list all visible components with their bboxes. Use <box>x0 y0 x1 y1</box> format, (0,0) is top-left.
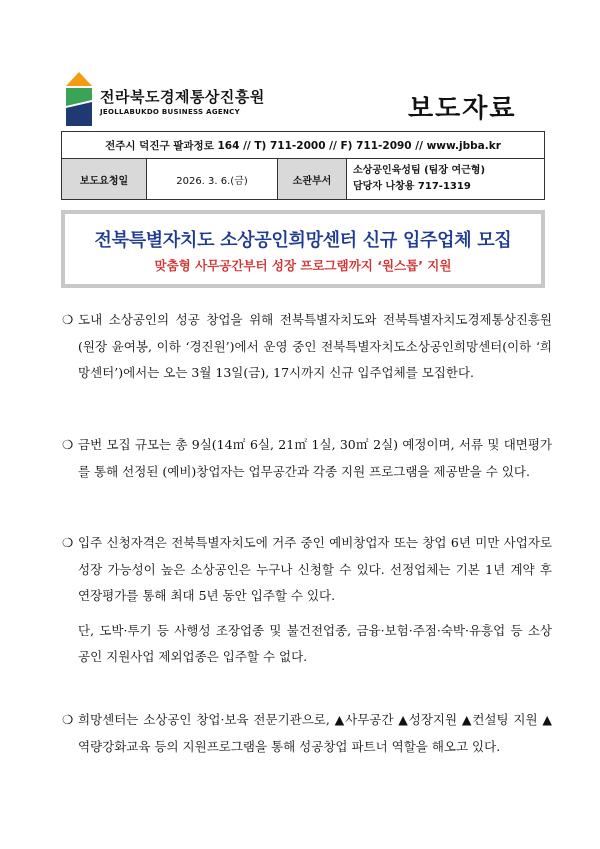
headline-box <box>61 210 545 288</box>
contact-address: 전주시 덕진구 팔과정로 164 // T) 711-2000 // F) 711-2090 // www.jbba.kr <box>62 132 545 159</box>
department-info <box>347 159 545 200</box>
circle-bullet-icon: ❍ <box>62 437 74 452</box>
circle-bullet-icon: ❍ <box>62 312 74 327</box>
headline-title: 전북특별자치도 소상공인희망센터 신규 입주업체 모집 <box>94 230 512 251</box>
paragraph-text: 도내 소상공인의 성공 창업을 위해 전북특별자치도와 전북특별자치도경제통상진흥원(원장 윤여봉, 이하 ‘경진원’)에서 운영 중인 전북특별자치도소상공인희망센터(이하 ‘희망센터’)에서는 오는 3월 13일(금), 17시까지 신규 입주업체를 모집한다. <box>78 312 552 380</box>
paragraph-1 <box>62 307 552 387</box>
paragraph-text: 입주 신청자격은 전북특별자치도에 거주 중인 예비창업자 또는 창업 6년 미만 사업자로 성장 가능성이 높은 소상공인은 누구나 신청할 수 있다. 선정업체는 기본 1년 계약 후 연장평가를 통해 최대 5년 동안 입주할 수 있다. <box>78 535 552 603</box>
organization-name-english: JEOLLABUKDO BUSINESS AGENCY <box>100 108 240 116</box>
department-label: 소관부서 <box>278 159 347 200</box>
paragraph-text: 희망센터는 소상공인 창업·보육 전문기관으로, ▲사무공간 ▲성장지원 ▲컨설팅 지원 ▲역량강화교육 등의 지원프로그램을 통해 성공창업 파트너 역할을 해오고 있다. <box>78 712 552 754</box>
circle-bullet-icon: ❍ <box>62 535 74 550</box>
paragraph-3 <box>62 530 552 671</box>
circle-bullet-icon: ❍ <box>62 712 74 727</box>
paragraph-2 <box>62 432 552 485</box>
paragraph-note: 단, 도박·투기 등 사행성 조장업종 및 불건전업종, 금융·보험·주점·숙박·유흥업 등 소상공인 지원사업 제외업종은 입주할 수 없다. <box>78 622 552 664</box>
department-contact: 담당자 나창용 717-1319 <box>353 181 471 192</box>
department-team: 소상공인육성팀 (팀장 여근형) <box>353 165 486 176</box>
release-date-value: 2026. 3. 6.(금) <box>147 159 278 200</box>
organization-name: 전라북도경제통상진흥원 <box>100 88 265 106</box>
headline-subtitle: 맞춤형 사무공간부터 성장 프로그램까지 ‘원스톱’ 지원 <box>154 258 452 273</box>
agency-logo-icon <box>62 70 96 128</box>
release-date-label: 보도요청일 <box>62 159 147 200</box>
document-type: 보도자료 <box>408 94 517 124</box>
paragraph-4 <box>62 707 552 760</box>
contact-info-table <box>61 131 545 200</box>
letterhead <box>62 70 542 130</box>
paragraph-text: 금번 모집 규모는 총 9실(14㎡ 6실, 21㎡ 1실, 30㎡ 2실) 예정이며, 서류 및 대면평가를 통해 선정된 (예비)창업자는 업무공간과 각종 지원 프로그램을 제공받을 수 있다. <box>78 437 552 479</box>
